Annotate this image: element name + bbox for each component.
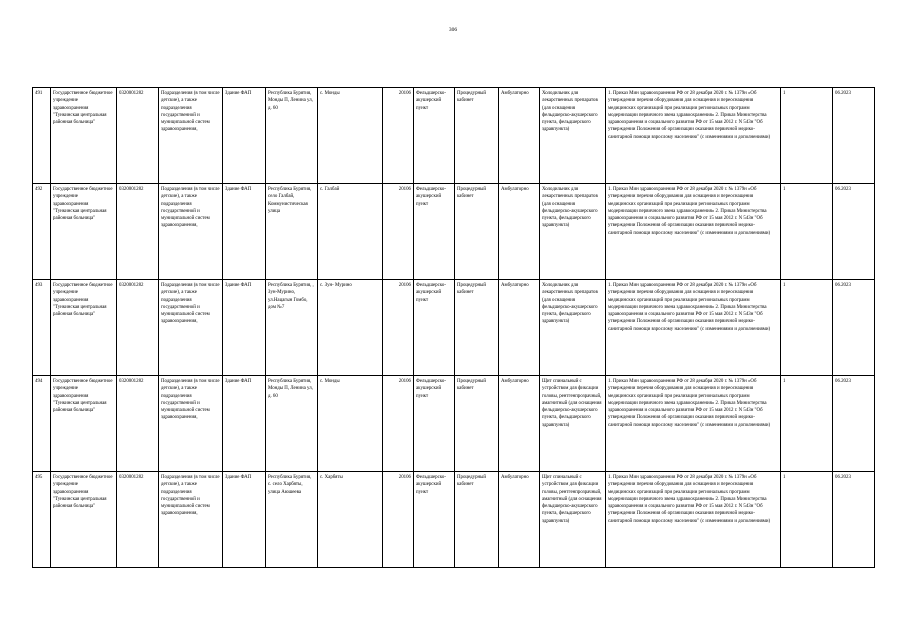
equipment: Холодильник для лекарственных препаратов (для оснащения фельдшерско-акушерского пункта, фельдшерского здравпункта) [540, 280, 606, 376]
row-number: 495 [33, 472, 51, 568]
table-row [33, 88, 875, 184]
row-number: 492 [33, 184, 51, 280]
equipment: Щит спинальный с устройством для фиксации головы, рентгенпрозрачный, амагнитный (для оснащения фельдшерско-акушерского пункта, фельдшерского здравпункта) [540, 472, 606, 568]
subdivision: Подразделения (в том числе детские), а также подразделения государственной и муниципальной систем здравоохранения, [159, 184, 223, 280]
address: Республика Бурятия, с. село Харбяты, улица Аюшеева [266, 472, 318, 568]
equipment: Холодильник для лекарственных препаратов (для оснащения фельдшерско-акушерского пункта, фельдшерского здравпункта) [540, 184, 606, 280]
address: Республика Бурятия, село Галбай, Коммунистическая улица [266, 184, 318, 280]
care-conditions: Амбулаторно [499, 280, 540, 376]
inn: 0320001282 [117, 472, 159, 568]
building: Здание ФАП [223, 184, 266, 280]
settlement: с. Харбяты [318, 472, 383, 568]
facility-type: Фельдшерско-акушерский пункт [414, 376, 455, 472]
subdivision: Подразделения (в том числе детские), а также подразделения государственной и муниципальной систем здравоохранения, [159, 472, 223, 568]
facility-type: Фельдшерско-акушерский пункт [414, 280, 455, 376]
delivery-date: 06.2023 [833, 376, 875, 472]
equipment: Щит спинальный с устройством для фиксации головы, рентгенпрозрачный, амагнитный (для оснащения фельдшерско-акушерского пункта, фельдшерского здравпункта) [540, 376, 606, 472]
building: Здание ФАП [223, 472, 266, 568]
row-number: 491 [33, 88, 51, 184]
code: 20106 [383, 472, 414, 568]
room: Процедурный кабинет [455, 472, 499, 568]
table-row [33, 280, 875, 376]
delivery-date: 06.2023 [833, 280, 875, 376]
address: Республика Бурятия, Монды П, Ленина ул, д. 60 [266, 88, 318, 184]
inn: 0320001282 [117, 88, 159, 184]
page-number: 306 [448, 27, 458, 33]
organization-name: Государственное бюджетное учреждение здравоохранения "Тункинская центральная районная больница" [51, 280, 117, 376]
building: Здание ФАП [223, 376, 266, 472]
delivery-date: 06.2023 [833, 472, 875, 568]
inn: 0320001282 [117, 376, 159, 472]
quantity: 1 [781, 280, 833, 376]
table-row [33, 184, 875, 280]
code: 20106 [383, 88, 414, 184]
legal-basis: 1. Приказ Мин здравоохранения РФ от 28 декабря 2020 г. № 1379н «Об утверждении перечня оборудования для оснащения и переоснащения медицинских организаций при реализации региональных программ модернизации первичного звена здравоохранения» 2. Приказ Министерства здравоохранения и социального развития РФ от 15 мая 2012 г. N 543н "Об утверждении Положения об организации оказания первичной медико-санитарной помощи взрослому населению" (с изменениями и дополнениями) [606, 376, 781, 472]
care-conditions: Амбулаторно [499, 184, 540, 280]
care-conditions: Амбулаторно [499, 472, 540, 568]
table-row [33, 472, 875, 568]
legal-basis: 1. Приказ Мин здравоохранения РФ от 28 декабря 2020 г. № 1379н «Об утверждении перечня оборудования для оснащения и переоснащения медицинских организаций при реализации региональных программ модернизации первичного звена здравоохранения» 2. Приказ Министерства здравоохранения и социального развития РФ от 15 мая 2012 г. N 543н "Об утверждении Положения об организации оказания первичной медико-санитарной помощи взрослому населению" (с изменениями и дополнениями) [606, 280, 781, 376]
address: Республика Бурятия, Монды П, Ленина ул, д. 60 [266, 376, 318, 472]
organization-name: Государственное бюджетное учреждение здравоохранения "Тункинская центральная районная больница" [51, 376, 117, 472]
care-conditions: Амбулаторно [499, 376, 540, 472]
subdivision: Подразделения (в том числе детские), а также подразделения государственной и муниципальной систем здравоохранения, [159, 88, 223, 184]
facility-type: Фельдшерско-акушерский пункт [414, 472, 455, 568]
room: Процедурный кабинет [455, 280, 499, 376]
code: 20106 [383, 184, 414, 280]
subdivision: Подразделения (в том числе детские), а также подразделения государственной и муниципальной систем здравоохранения, [159, 280, 223, 376]
row-number: 494 [33, 376, 51, 472]
code: 20106 [383, 280, 414, 376]
quantity: 1 [781, 376, 833, 472]
table-row [33, 376, 875, 472]
row-number: 493 [33, 280, 51, 376]
room: Процедурный кабинет [455, 184, 499, 280]
room: Процедурный кабинет [455, 376, 499, 472]
building: Здание ФАП [223, 280, 266, 376]
inn: 0320001282 [117, 184, 159, 280]
settlement: с. Зун- Мурино [318, 280, 383, 376]
quantity: 1 [781, 472, 833, 568]
legal-basis: 1. Приказ Мин здравоохранения РФ от 28 декабря 2020 г. № 1379н «Об утверждении перечня оборудования для оснащения и переоснащения медицинских организаций при реализации региональных программ модернизации первичного звена здравоохранения» 2. Приказ Министерства здравоохранения и социального развития РФ от 15 мая 2012 г. N 543н "Об утверждении Положения об организации оказания первичной медико-санитарной помощи взрослому населению" (с изменениями и дополнениями) [606, 184, 781, 280]
settlement: с. Монды [318, 376, 383, 472]
inn: 0320001282 [117, 280, 159, 376]
quantity: 1 [781, 184, 833, 280]
facility-type: Фельдшерско-акушерский пункт [414, 184, 455, 280]
delivery-date: 06.2023 [833, 88, 875, 184]
address: Республика Бурятия, , Зун-Мурино, ул.Нацагын Гомбо, дом №7 [266, 280, 318, 376]
legal-basis: 1. Приказ Мин здравоохранения РФ от 28 декабря 2020 г. № 1379н «Об утверждении перечня оборудования для оснащения и переоснащения медицинских организаций при реализации региональных программ модернизации первичного звена здравоохранения» 2. Приказ Министерства здравоохранения и социального развития РФ от 15 мая 2012 г. N 543н "Об утверждении Положения об организации оказания первичной медико-санитарной помощи взрослому населению" (с изменениями и дополнениями) [606, 88, 781, 184]
building: Здание ФАП [223, 88, 266, 184]
care-conditions: Амбулаторно [499, 88, 540, 184]
settlement: с. Галбай [318, 184, 383, 280]
legal-basis: 1. Приказ Мин здравоохранения РФ от 28 декабря 2020 г. № 1379н «Об утверждении перечня оборудования для оснащения и переоснащения медицинских организаций при реализации региональных программ модернизации первичного звена здравоохранения» 2. Приказ Министерства здравоохранения и социального развития РФ от 15 мая 2012 г. N 543н "Об утверждении Положения об организации оказания первичной медико-санитарной помощи взрослому населению" (с изменениями и дополнениями) [606, 472, 781, 568]
facility-type: Фельдшерско-акушерский пункт [414, 88, 455, 184]
subdivision: Подразделения (в том числе детские), а также подразделения государственной и муниципальной систем здравоохранения, [159, 376, 223, 472]
settlement: с. Монды [318, 88, 383, 184]
delivery-date: 06.2023 [833, 184, 875, 280]
code: 20106 [383, 376, 414, 472]
equipment: Холодильник для лекарственных препаратов (для оснащения фельдшерско-акушерского пункта, фельдшерского здравпункта) [540, 88, 606, 184]
organization-name: Государственное бюджетное учреждение здравоохранения "Тункинская центральная районная больница" [51, 472, 117, 568]
equipment-register-table [32, 87, 875, 568]
room: Процедурный кабинет [455, 88, 499, 184]
organization-name: Государственное бюджетное учреждение здравоохранения "Тункинская центральная районная больница" [51, 184, 117, 280]
quantity: 1 [781, 88, 833, 184]
organization-name: Государственное бюджетное учреждение здравоохранения "Тункинская центральная районная больница" [51, 88, 117, 184]
